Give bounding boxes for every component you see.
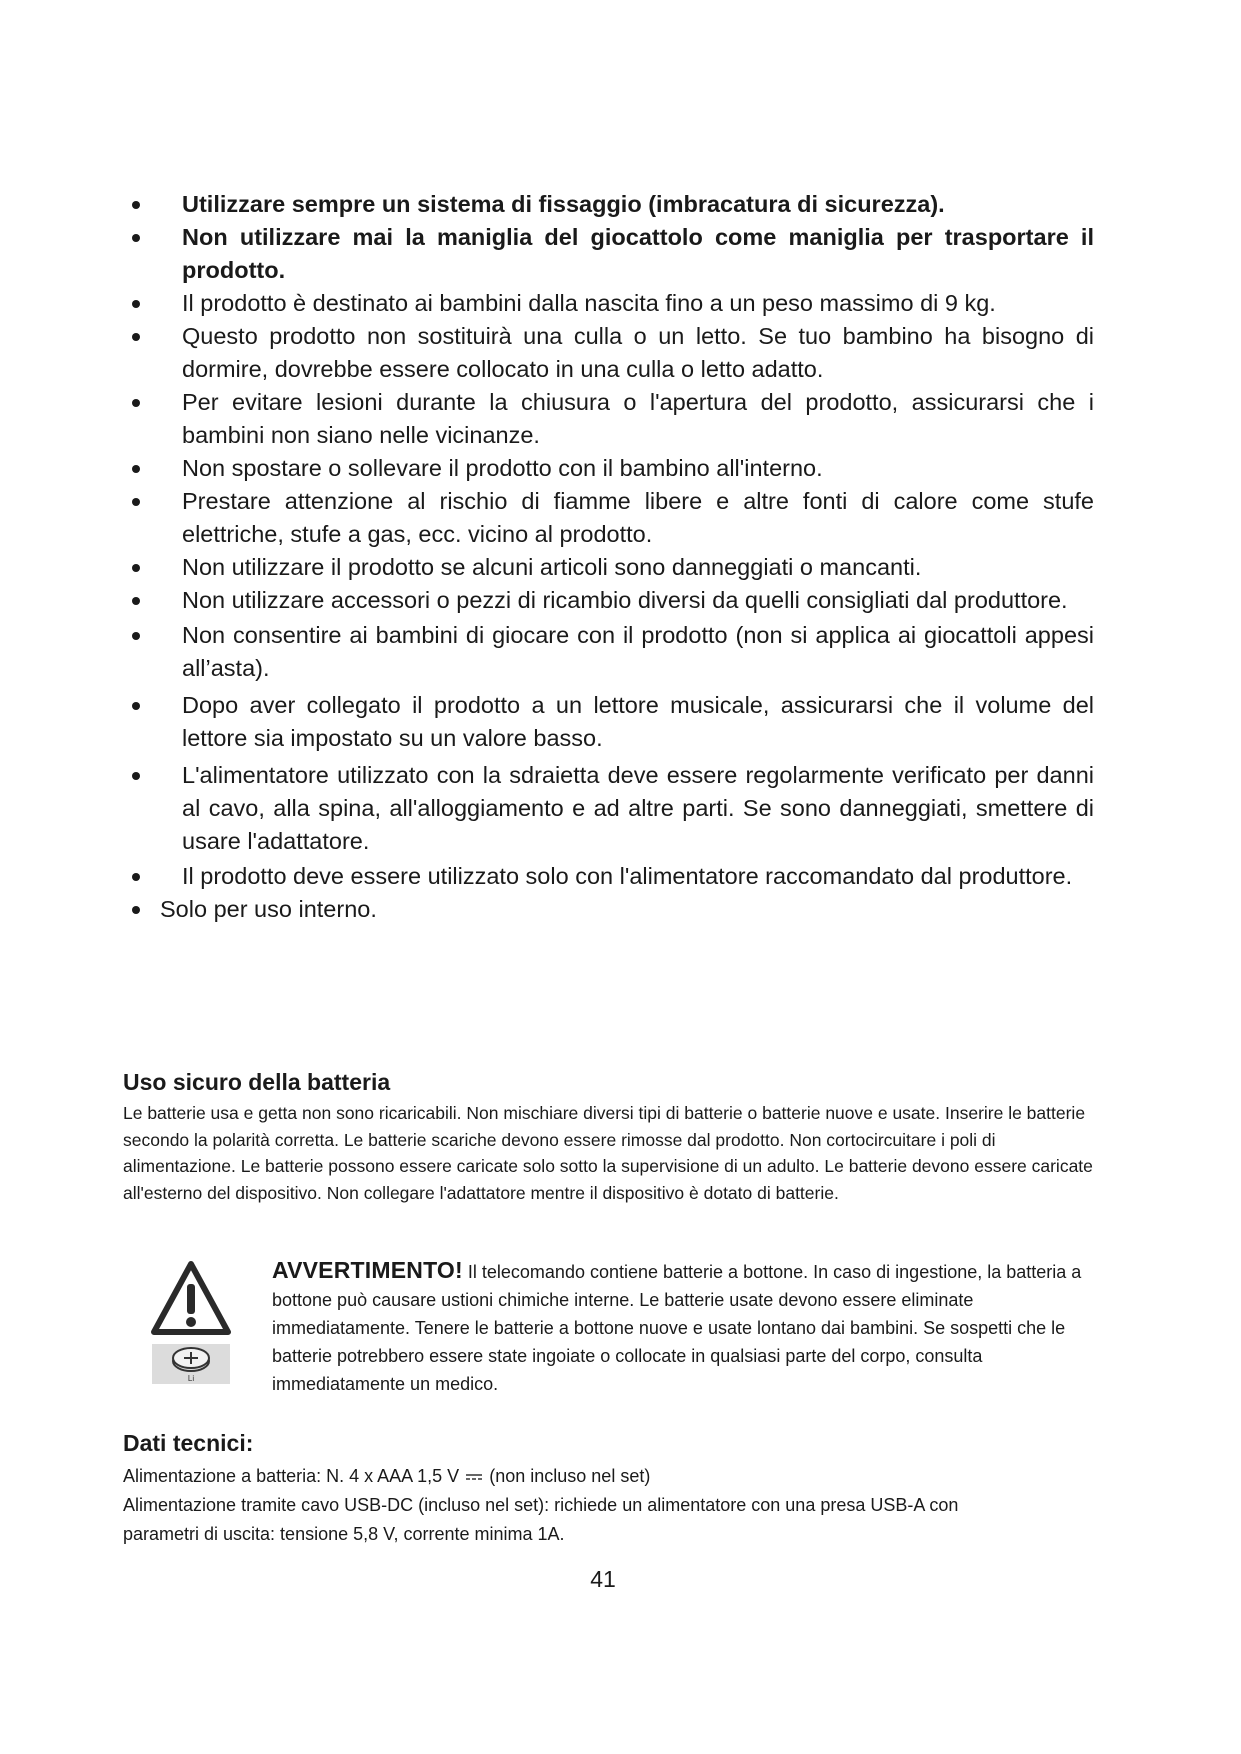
battery-section-title: Uso sicuro della batteria	[123, 1069, 391, 1095]
battery-section-text: Le batterie usa e getta non sono ricaricabili. Non mischiare diversi tipi di batterie o batterie nuove e usate. Inserire le batterie secondo la polarità corretta. Le batterie scariche devono essere rimosse dal prodotto. Non cortocircuitare i poli di alimentazione. Le batterie possono essere caricate solo sotto la supervisione di un adulto. Le batterie devono essere caricate all'esterno del dispositivo. Non collegare l'adattatore mentre il dispositivo è dotato di batterie.	[123, 1103, 1093, 1203]
battery-power-line	[123, 1462, 1113, 1491]
warning-text: Il telecomando contiene batterie a bottone. In caso di ingestione, la batteria a bottone può causare ustioni chimiche interne. Le batterie usate devono essere eliminate immediatamente. Tenere le batterie a bottone nuove e usate lontano dai bambini. Se sospetti che le batterie potrebbero essere state ingoiate o collocate in qualsiasi parte del corpo, consulta immediatamente un medico.	[272, 1262, 1082, 1394]
battery-power-value: Alimentazione a batteria: N. 4 x AAA 1,5 V	[123, 1466, 460, 1486]
usb-power-line-2: parametri di uscita: tensione 5,8 V, corrente minima 1A.	[123, 1524, 565, 1544]
warning-heading: AVVERTIMENTO!	[272, 1257, 463, 1283]
warning-block	[272, 1256, 1112, 1398]
list-item: Non utilizzare il prodotto se alcuni articoli sono danneggiati o mancanti.	[124, 551, 1094, 584]
list-item: L'alimentatore utilizzato con la sdraietta deve essere regolarmente verificato per danni al cavo, alla spina, all'alloggiamento e ad altre parti. Se sono danneggiati, smettere di usare l'adattatore.	[124, 759, 1094, 858]
list-item: Solo per uso interno.	[124, 893, 1094, 926]
usb-power-line: Alimentazione tramite cavo USB-DC (incluso nel set): richiede un alimentatore con una presa USB-A con	[123, 1495, 959, 1515]
list-item: Per evitare lesioni durante la chiusura o l'apertura del prodotto, assicurarsi che i bambini non siano nelle vicinanze.	[124, 386, 1094, 452]
list-item: Utilizzare sempre un sistema di fissaggio (imbracatura di sicurezza).	[124, 188, 1094, 221]
safety-list	[124, 188, 1094, 926]
battery-power-note: (non incluso nel set)	[489, 1466, 651, 1486]
dc-symbol-icon	[466, 1472, 482, 1482]
page-number: 41	[590, 1566, 616, 1592]
list-item: Il prodotto è destinato ai bambini dalla nascita fino a un peso massimo di 9 kg.	[124, 287, 1094, 320]
warning-icons	[150, 1260, 232, 1384]
list-item: Prestare attenzione al rischio di fiamme libere e altre fonti di calore come stufe elettriche, stufe a gas, ecc. vicino al prodotto.	[124, 485, 1094, 551]
list-item: Non utilizzare mai la maniglia del giocattolo come maniglia per trasportare il prodotto.	[124, 221, 1094, 287]
warning-triangle-icon	[150, 1260, 232, 1384]
list-item: Dopo aver collegato il prodotto a un lettore musicale, assicurarsi che il volume del lettore sia impostato su un valore basso.	[124, 689, 1094, 755]
list-item: Non spostare o sollevare il prodotto con il bambino all'interno.	[124, 452, 1094, 485]
list-item: Questo prodotto non sostituirà una culla o un letto. Se tuo bambino ha bisogno di dormire, dovrebbe essere collocato in una culla o letto adatto.	[124, 320, 1094, 386]
list-item: Il prodotto deve essere utilizzato solo con l'alimentatore raccomandato dal produttore.	[124, 860, 1094, 893]
list-item: Non consentire ai bambini di giocare con il prodotto (non si applica ai giocattoli appesi all’asta).	[124, 619, 1094, 685]
tech-data-lines	[123, 1462, 1113, 1549]
tech-data-title: Dati tecnici:	[123, 1430, 254, 1456]
list-item: Non utilizzare accessori o pezzi di ricambio diversi da quelli consigliati dal produttore.	[124, 584, 1094, 617]
battery-icon-label: Li	[187, 1374, 195, 1383]
